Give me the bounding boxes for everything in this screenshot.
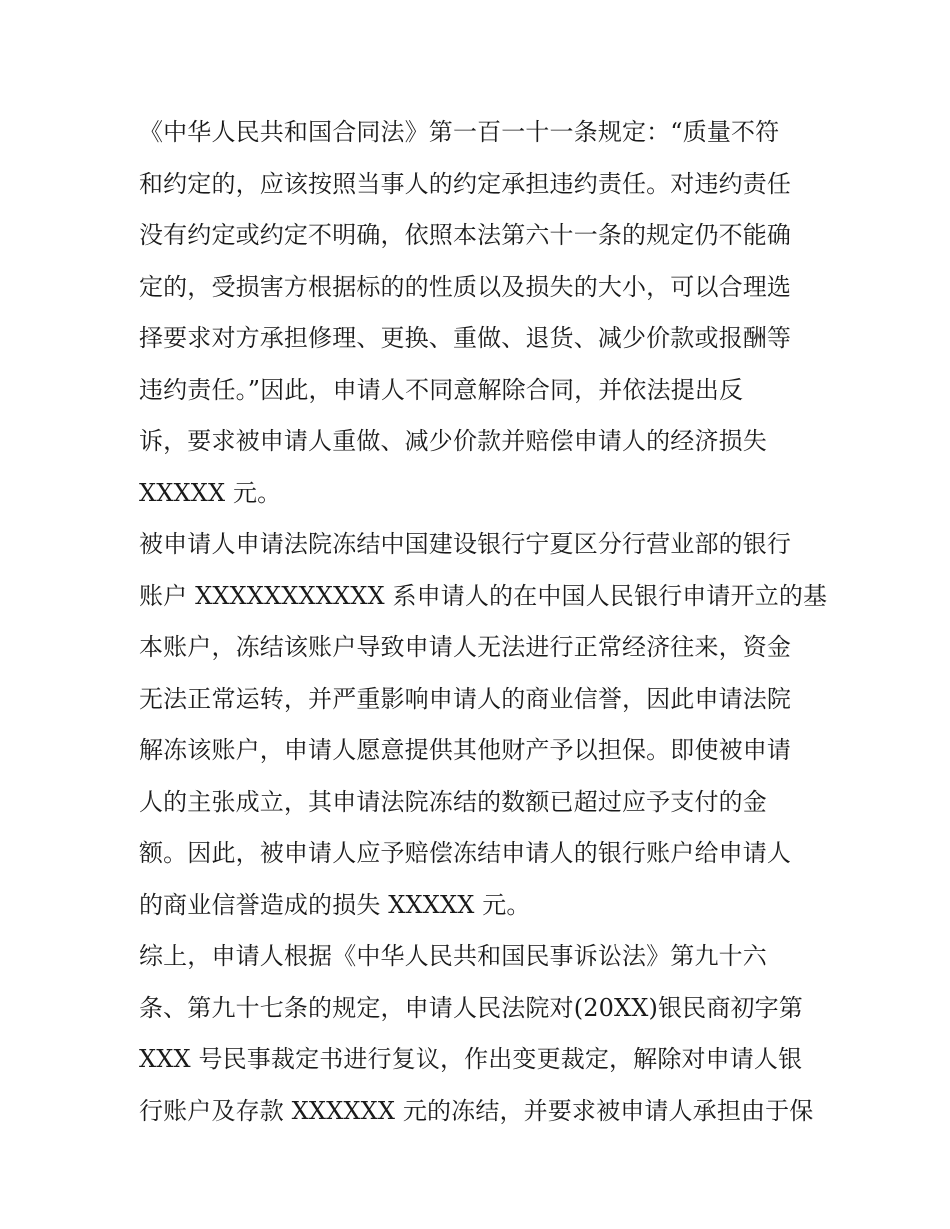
text-line: 无法正常运转，并严重影响申请人的商业信誉，因此申请法院 [139,684,792,713]
text-line: 被申请人申请法院冻结中国建设银行宁夏区分行营业部的银行 [139,530,792,558]
text-line: 本账户，冻结该账户导致申请人无法进行正常经济往来，资金 [139,633,792,661]
text-line: 额。因此，被申请人应予赔偿冻结申请人的银行账户给申请人 [139,839,792,867]
text-line: 条、第九十七条的规定，申请人民法院对(20XX)银民商初字第 [139,993,803,1022]
text-line: 账户 XXXXXXXXXXX 系申请人的在中国人民银行申请开立的基 [139,581,828,610]
text-line: XXXXX 元。 [139,478,282,507]
paragraph-conclusion [139,931,819,1137]
text-line: 违约责任。”因此，申请人不同意解除合同，并依法提出反 [139,375,744,404]
text-line: 定的，受损害方根据标的的性质以及损失的大小，可以合理选 [139,272,792,301]
text-line: 人的主张成立，其申请法院冻结的数额已超过应予支付的金 [139,787,767,816]
text-line: 解冻该账户，申请人愿意提供其他财产予以担保。即使被申请 [139,736,792,764]
paragraph-bank-account-freeze [139,519,828,931]
text-line: 行账户及存款 XXXXXX 元的冻结，并要求被申请人承担由于保 [139,1096,814,1125]
text-line: 《中华人民共和国合同法》第一百一十一条规定：“质量不符 [139,118,780,146]
document-body [139,107,828,1137]
text-line: 综上，申请人根据《中华人民共和国民事诉讼法》第九十六 [139,942,767,970]
text-line: 没有约定或约定不明确，依照本法第六十一条的规定仍不能确 [139,221,792,249]
paragraph-contract-law [139,107,819,519]
text-line: 的商业信誉造成的损失 XXXXX 元。 [139,890,531,919]
text-line: 诉，要求被申请人重做、减少价款并赔偿申请人的经济损失 [139,427,767,455]
text-line: 择要求对方承担修理、更换、重做、退货、减少价款或报酬等 [139,324,792,352]
text-line: 和约定的，应该按照当事人的约定承担违约责任。对违约责任 [139,169,792,198]
text-line: XXX 号民事裁定书进行复议，作出变更裁定，解除对申请人银 [139,1045,803,1073]
